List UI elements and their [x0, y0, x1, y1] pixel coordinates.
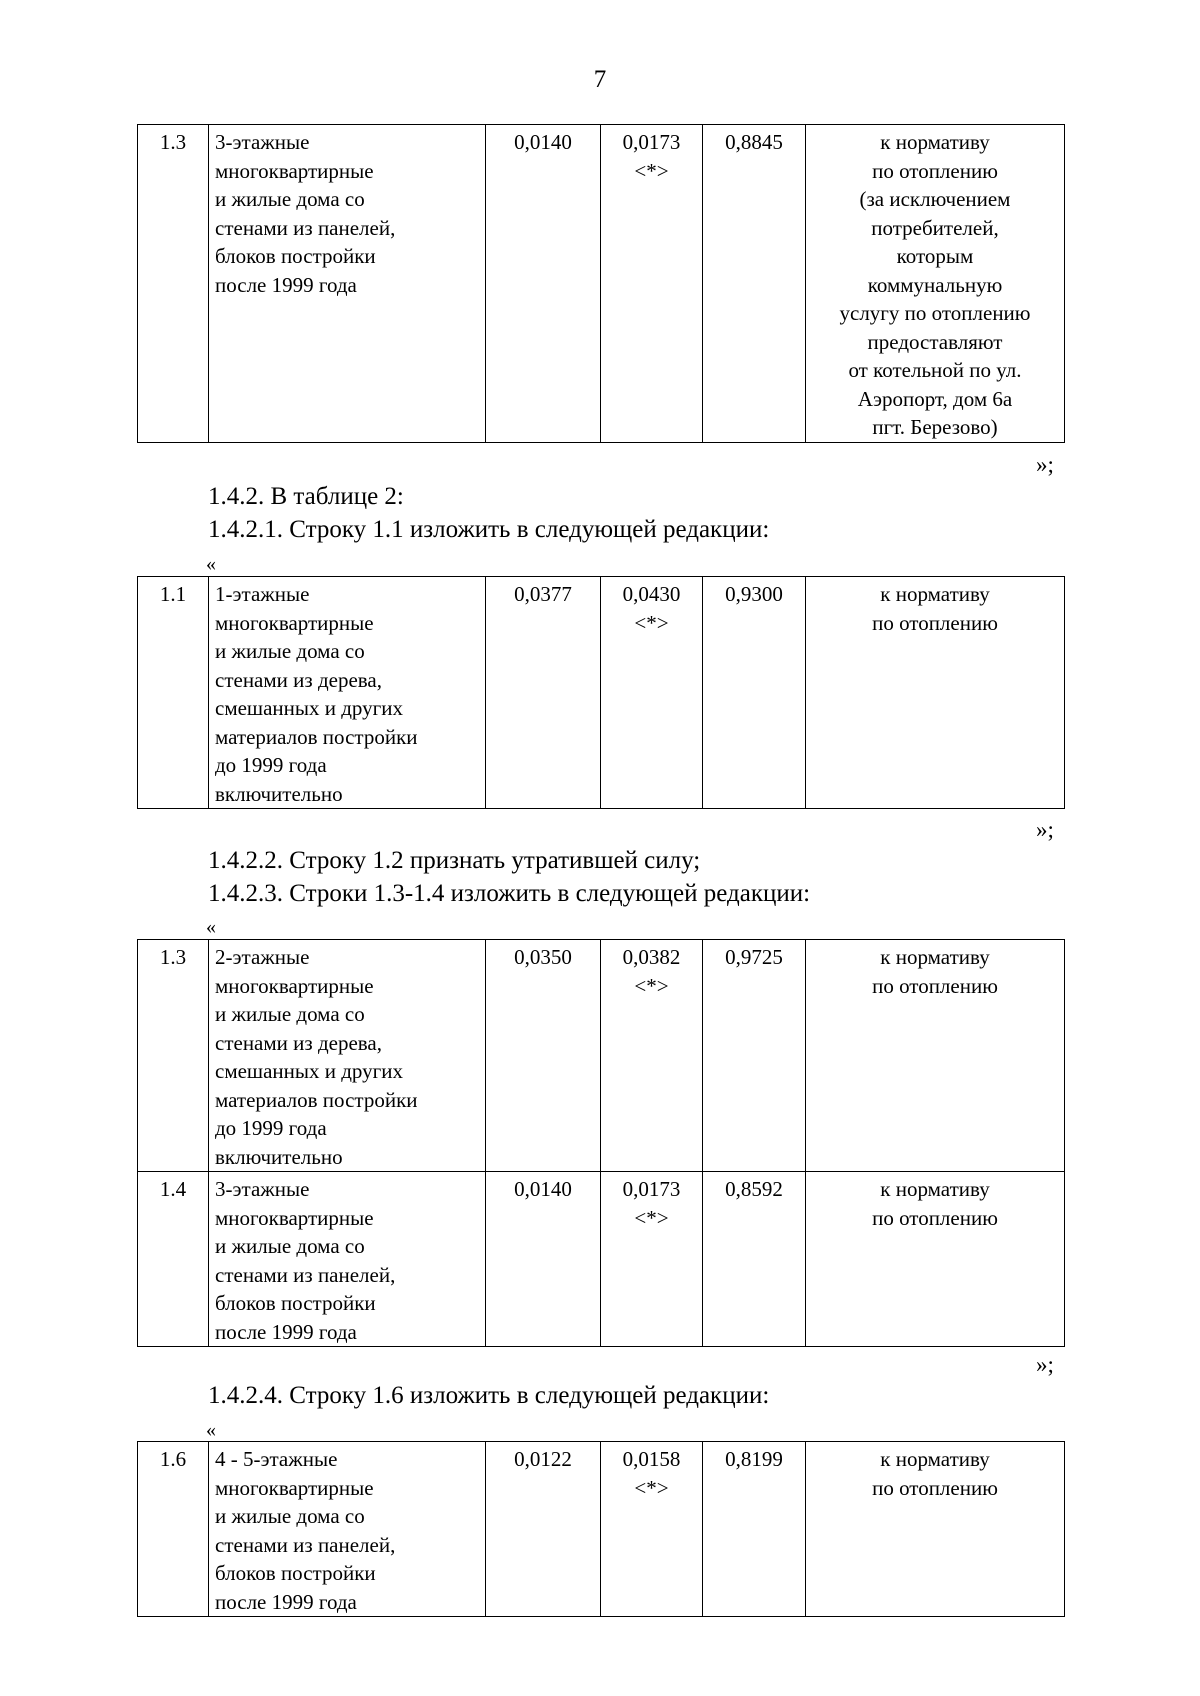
coefficient-value: 0,9725	[725, 945, 783, 969]
building-description: включительно	[215, 1144, 343, 1169]
row-number-cell	[138, 940, 209, 1172]
note-text: по отоплению	[872, 158, 998, 183]
norm-table-2	[137, 576, 1065, 809]
building-description: включительно	[215, 781, 343, 806]
coefficient-value-cell	[703, 1172, 806, 1347]
closing-quote: »;	[1036, 817, 1054, 842]
building-description: после 1999 года	[215, 1589, 357, 1614]
building-description: блоков постройки	[215, 244, 376, 268]
row-number: 1.4	[159, 1177, 187, 1201]
closing-quote: »;	[1036, 1352, 1054, 1377]
note-text-cell	[806, 577, 1065, 809]
note-text: по отоплению	[872, 973, 998, 998]
building-description: многоквартирные	[215, 158, 374, 183]
building-description: многоквартирные	[215, 1205, 374, 1230]
opening-quote: «	[206, 553, 216, 575]
building-description: 2-этажные	[215, 945, 310, 969]
row-number-cell	[138, 577, 209, 809]
norm-value-2: 0,0158	[622, 1447, 681, 1471]
building-description: блоков постройки	[215, 1561, 376, 1585]
norm-value-1-cell	[486, 1442, 601, 1617]
norm-value-2: 0,0382	[622, 945, 681, 969]
row-number-cell	[138, 125, 209, 443]
norm-value-1: 0,0377	[514, 582, 572, 606]
building-description: после 1999 года	[215, 272, 357, 297]
norm-value-2-cell	[601, 1172, 703, 1347]
coefficient-value: 0,9300	[725, 582, 783, 606]
building-description: и жилые дома со	[215, 639, 365, 663]
row-number-cell	[138, 1172, 209, 1347]
note-text-cell	[806, 1172, 1065, 1347]
table-row	[138, 1172, 1065, 1347]
coefficient-value: 0,8592	[725, 1177, 783, 1201]
note-text: коммунальную	[867, 272, 1003, 297]
norm-value-2: <*>	[634, 973, 669, 998]
note-text: (за исключением	[859, 187, 1011, 211]
note-text-cell	[806, 125, 1065, 443]
building-description: после 1999 года	[215, 1319, 357, 1344]
norm-value-1: 0,0140	[514, 130, 572, 154]
norm-value-2: 0,0173	[622, 130, 681, 154]
page-number: 7	[593, 66, 607, 93]
building-description-cell	[209, 577, 486, 809]
row-number: 1.3	[159, 130, 187, 154]
paragraph-1-4-2-4: 1.4.2.4. Строку 1.6 изложить в следующей редакции:	[208, 1382, 770, 1409]
building-description-cell	[209, 1172, 486, 1347]
building-description: материалов постройки	[215, 724, 418, 749]
norm-value-2-cell	[601, 940, 703, 1172]
norm-value-2: <*>	[634, 610, 669, 635]
building-description: 3-этажные	[215, 130, 310, 154]
opening-quote: «	[206, 1419, 216, 1441]
coefficient-value-cell	[703, 940, 806, 1172]
note-text: к нормативу	[880, 582, 990, 606]
building-description: многоквартирные	[215, 610, 374, 635]
norm-value-1-cell	[486, 940, 601, 1172]
building-description: и жилые дома со	[215, 187, 365, 211]
norm-value-2-cell	[601, 125, 703, 443]
note-text: по отоплению	[872, 1475, 998, 1500]
note-text: которым	[896, 244, 974, 268]
note-text: к нормативу	[880, 1177, 990, 1201]
closing-quote: »;	[1036, 452, 1054, 477]
building-description: многоквартирные	[215, 1475, 374, 1500]
norm-value-1: 0,0122	[514, 1447, 572, 1471]
building-description: 3-этажные	[215, 1177, 310, 1201]
note-text-cell	[806, 940, 1065, 1172]
norm-value-2-cell	[601, 577, 703, 809]
norm-value-2: 0,0430	[622, 582, 681, 606]
note-text: пгт. Березово)	[872, 415, 998, 439]
norm-value-1-cell	[486, 125, 601, 443]
norm-table-4	[137, 1441, 1065, 1617]
table-row	[138, 1442, 1065, 1617]
note-text: к нормативу	[880, 1447, 990, 1471]
note-text: к нормативу	[880, 130, 990, 154]
note-text: услугу по отоплению	[839, 301, 1031, 325]
building-description: многоквартирные	[215, 973, 374, 998]
building-description: стенами из панелей,	[215, 215, 396, 240]
paragraph-1-4-2-2: 1.4.2.2. Строку 1.2 признать утратившей силу;	[208, 847, 701, 874]
building-description: стенами из панелей,	[215, 1532, 396, 1557]
norm-table-3	[137, 939, 1065, 1347]
table-row	[138, 577, 1065, 809]
building-description: стенами из панелей,	[215, 1262, 396, 1287]
norm-value-2: <*>	[634, 1475, 669, 1500]
building-description: и жилые дома со	[215, 1234, 365, 1258]
note-text: к нормативу	[880, 945, 990, 969]
row-number: 1.6	[159, 1447, 187, 1471]
note-text-cell	[806, 1442, 1065, 1617]
norm-value-1: 0,0140	[514, 1177, 572, 1201]
norm-table-1	[137, 124, 1065, 443]
note-text: потребителей,	[871, 215, 999, 240]
building-description: 4 - 5-этажные	[215, 1447, 338, 1471]
building-description: смешанных и других	[215, 696, 404, 720]
coefficient-value-cell	[703, 577, 806, 809]
coefficient-value-cell	[703, 1442, 806, 1617]
norm-value-1-cell	[486, 577, 601, 809]
table-row	[138, 940, 1065, 1172]
paragraph-1-4-2-1: 1.4.2.1. Строку 1.1 изложить в следующей редакции:	[208, 516, 770, 543]
building-description-cell	[209, 940, 486, 1172]
coefficient-value-cell	[703, 125, 806, 443]
norm-value-1-cell	[486, 1172, 601, 1347]
building-description: смешанных и других	[215, 1059, 404, 1083]
table-row	[138, 125, 1065, 443]
building-description: до 1999 года	[215, 753, 327, 777]
note-text: Аэропорт, дом 6а	[857, 386, 1013, 411]
row-number: 1.3	[159, 945, 187, 969]
norm-value-2-cell	[601, 1442, 703, 1617]
building-description-cell	[209, 1442, 486, 1617]
note-text: по отоплению	[872, 610, 998, 635]
note-text: по отоплению	[872, 1205, 998, 1230]
row-number: 1.1	[159, 582, 187, 606]
building-description: и жилые дома со	[215, 1504, 365, 1528]
row-number-cell	[138, 1442, 209, 1617]
norm-value-1: 0,0350	[514, 945, 572, 969]
paragraph-1-4-2: 1.4.2. В таблице 2:	[208, 483, 404, 510]
building-description: до 1999 года	[215, 1116, 327, 1140]
paragraph-1-4-2-3: 1.4.2.3. Строки 1.3-1.4 изложить в следующей редакции:	[208, 880, 811, 907]
building-description: блоков постройки	[215, 1291, 376, 1315]
coefficient-value: 0,8199	[725, 1447, 783, 1471]
note-text: предоставляют	[867, 329, 1003, 354]
building-description: и жилые дома со	[215, 1002, 365, 1026]
building-description: 1-этажные	[215, 582, 310, 606]
opening-quote: «	[206, 916, 216, 938]
coefficient-value: 0,8845	[725, 130, 783, 154]
note-text: от котельной по ул.	[848, 358, 1022, 382]
norm-value-2: <*>	[634, 158, 669, 183]
building-description-cell	[209, 125, 486, 443]
building-description: материалов постройки	[215, 1087, 418, 1112]
building-description: стенами из дерева,	[215, 1030, 382, 1055]
norm-value-2: 0,0173	[622, 1177, 681, 1201]
building-description: стенами из дерева,	[215, 667, 382, 692]
norm-value-2: <*>	[634, 1205, 669, 1230]
